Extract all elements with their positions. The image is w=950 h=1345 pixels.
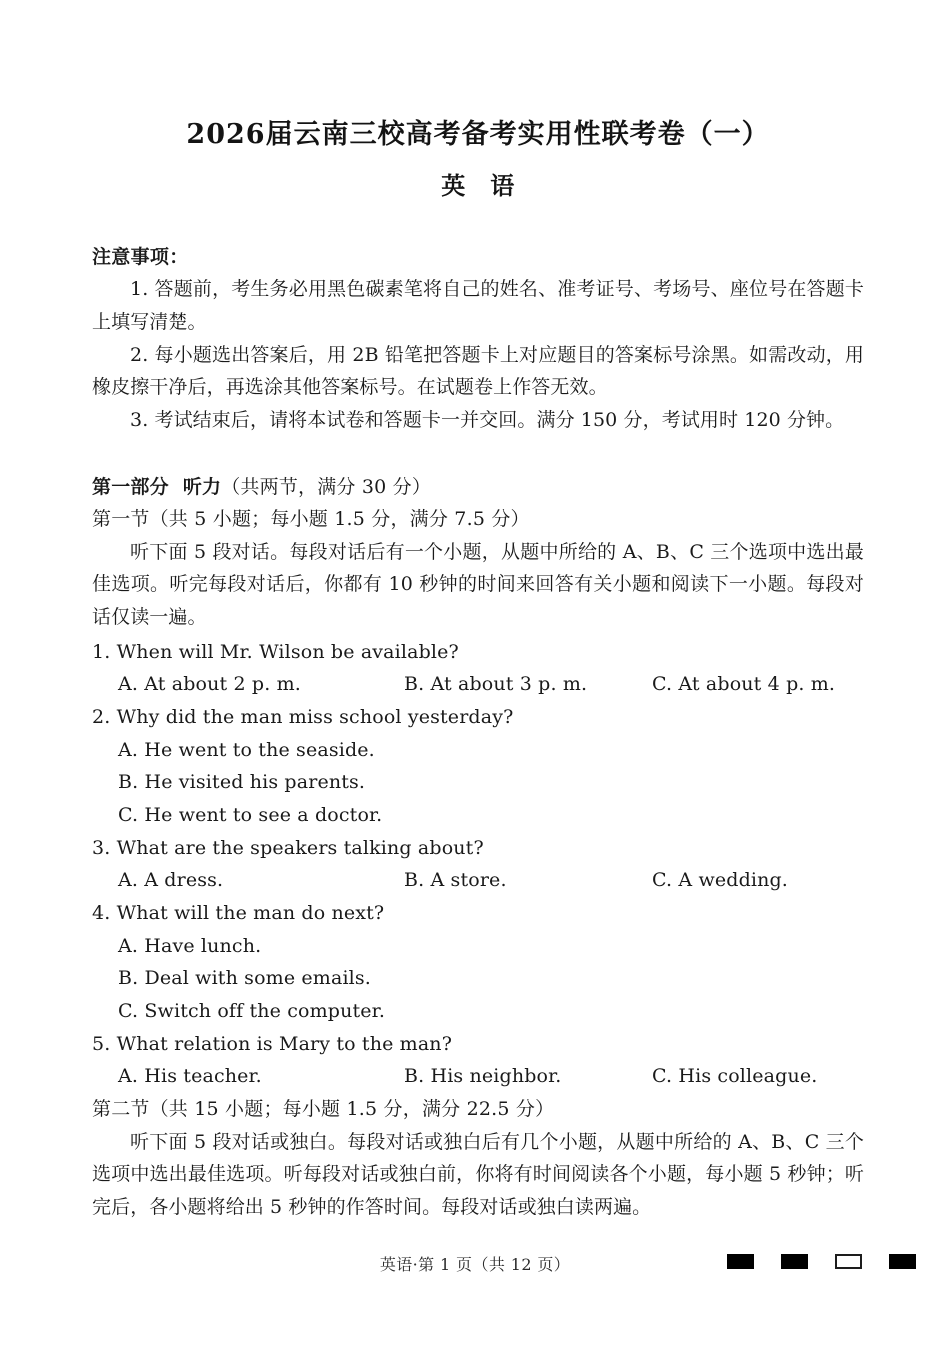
registration-mark-hollow	[835, 1254, 862, 1269]
question-stem-5: 5. What relation is Mary to the man?	[92, 1032, 453, 1055]
registration-marks	[727, 1254, 916, 1269]
option-2-b[interactable]: B. He visited his parents.	[118, 771, 366, 794]
option-5-b[interactable]: B. His neighbor.	[404, 1065, 562, 1088]
section-two-intro: 听下面 5 段对话或独白。每段对话或独白后有几个小题，从题中所给的 A、B、C 三个选项中选出最佳选项。听每段对话或独白前，你将有时间阅读各个小题，每小题 5 秒钟；听完后，各小题将给出 5 秒钟的作答时间。每段对话或独白读两遍。	[92, 1130, 864, 1219]
question-stem-3: 3. What are the speakers talking about?	[92, 836, 484, 859]
option-row-3	[92, 864, 864, 897]
notice-item-1: 1. 答题前，考生务必用黑色碳素笔将自己的姓名、准考证号、考场号、座位号在答题卡上填写清楚。	[92, 278, 864, 333]
option-3-c[interactable]: C. A wedding.	[652, 869, 788, 892]
section-two-heading: 第二节（共 15 小题；每小题 1.5 分，满分 22.5 分）	[92, 1098, 555, 1120]
question-stem-4: 4. What will the man do next?	[92, 901, 385, 924]
option-1-c[interactable]: C. At about 4 p. m.	[652, 673, 836, 696]
option-3-b[interactable]: B. A store.	[404, 869, 507, 892]
page-footer	[0, 1252, 950, 1292]
notice-item-3: 3. 考试结束后，请将本试卷和答题卡一并交回。满分 150 分，考试用时 120 分钟。	[130, 408, 845, 431]
question-list-section-one	[92, 636, 864, 1093]
option-2-a[interactable]: A. He went to the seaside.	[118, 738, 375, 761]
option-5-c[interactable]: C. His colleague.	[652, 1065, 818, 1088]
section-one-intro: 听下面 5 段对话。每段对话后有一个小题，从题中所给的 A、B、C 三个选项中选出最佳选项。听完每段对话后，你都有 10 秒钟的时间来回答有关小题和阅读下一小题。每段对话仅读一遍。	[92, 540, 864, 628]
registration-mark-filled-2	[781, 1254, 808, 1269]
question-stem-1: 1. When will Mr. Wilson be available?	[92, 640, 459, 663]
notice-item-2: 2. 每小题选出答案后，用 2B 铅笔把答题卡上对应题目的答案标号涂黑。如需改动，用橡皮擦干净后，再选涂其他答案标号。在试题卷上作答无效。	[92, 343, 864, 399]
option-5-a[interactable]: A. His teacher.	[118, 1065, 262, 1088]
part-one-name: 听力	[182, 475, 222, 498]
option-4-b[interactable]: B. Deal with some emails.	[118, 967, 371, 990]
section-spacer	[92, 437, 864, 471]
question-stem-2: 2. Why did the man miss school yesterday?	[92, 705, 514, 728]
page-number-label: 英语·第 1 页（共 12 页）	[379, 1255, 571, 1274]
part-one-heading	[92, 471, 864, 503]
option-2-c[interactable]: C. He went to see a doctor.	[118, 803, 383, 826]
notice-heading: 注意事项：	[92, 245, 189, 268]
option-row-1	[92, 668, 864, 701]
option-1-b[interactable]: B. At about 3 p. m.	[404, 673, 588, 696]
part-one-scoring: （共两节，满分 30 分）	[221, 475, 432, 498]
registration-mark-filled-1	[727, 1254, 754, 1269]
page-title: 2026届云南三校高考备考实用性联考卷（一）	[186, 119, 770, 150]
notice-section	[92, 243, 864, 437]
option-4-a[interactable]: A. Have lunch.	[118, 934, 262, 957]
page-content	[92, 0, 864, 1224]
section-one-heading: 第一节（共 5 小题；每小题 1.5 分，满分 7.5 分）	[92, 507, 530, 530]
option-3-a[interactable]: A. A dress.	[118, 869, 224, 892]
option-4-c[interactable]: C. Switch off the computer.	[118, 999, 386, 1022]
part-one-label: 第一部分	[92, 475, 169, 498]
option-row-5	[92, 1060, 864, 1093]
subject-title: 英 语	[441, 170, 515, 200]
registration-mark-filled-3	[889, 1254, 916, 1269]
option-1-a[interactable]: A. At about 2 p. m.	[118, 673, 301, 696]
